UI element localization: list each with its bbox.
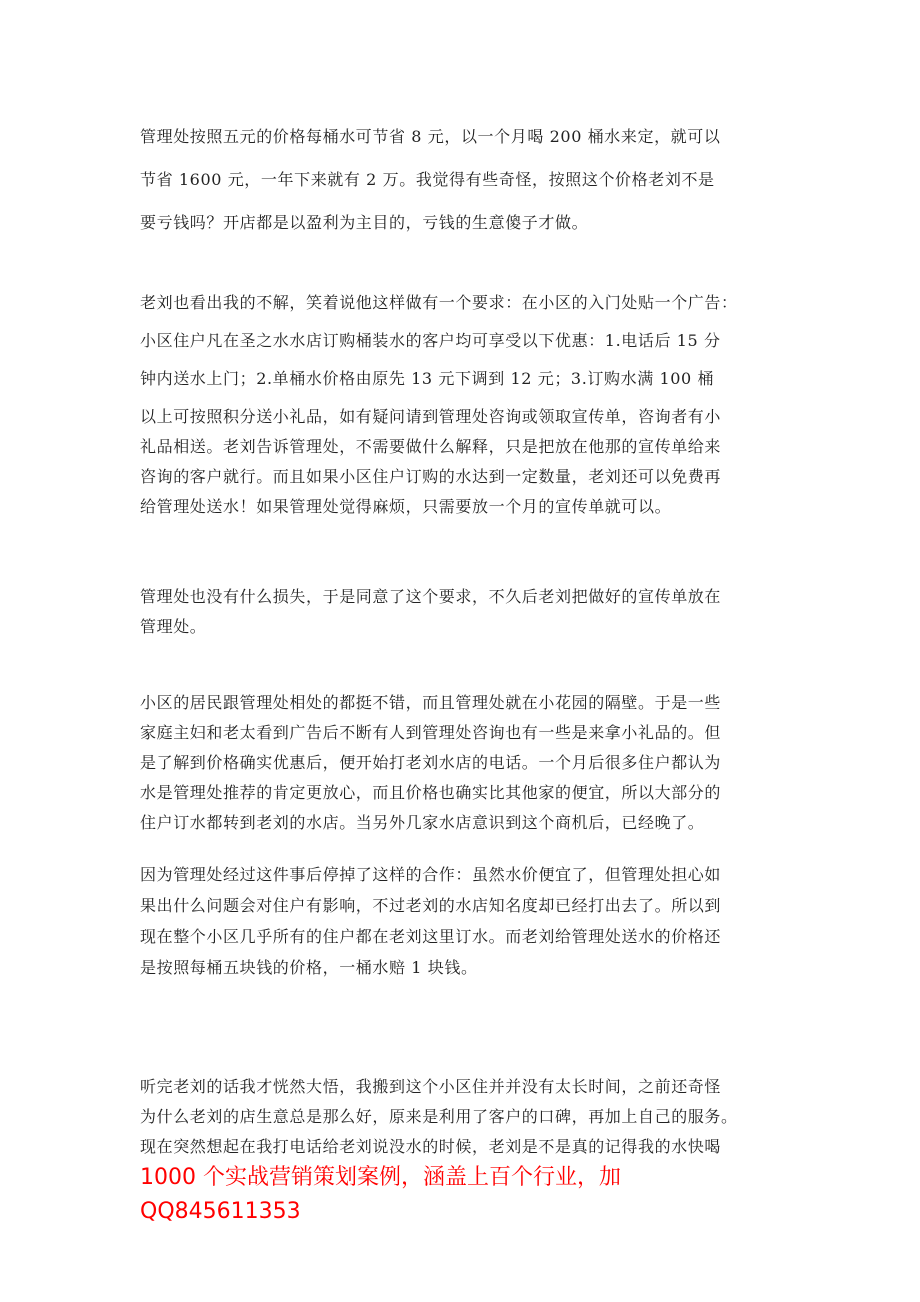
text-line: 因为管理处经过这件事后停掉了这样的合作：虽然水价便宜了，但管理处担心如 xyxy=(140,865,722,884)
text-line: 住户订水都转到老刘的水店。当另外几家水店意识到这个商机后，已经晚了。 xyxy=(140,813,705,832)
paragraph-5 xyxy=(140,862,782,986)
text-line: 现在整个小区几乎所有的住户都在老刘这里订水。而老刘给管理处送水的价格还 xyxy=(140,927,722,946)
text-line: 水是管理处推荐的肯定更放心，而且价格也确实比其他家的便宜，所以大部分的 xyxy=(140,783,722,802)
text-line: 现在突然想起在我打电话给老刘说没水的时候，老刘是不是真的记得我的水快喝 xyxy=(140,1137,722,1156)
text-line: 听完老刘的话我才恍然大悟，我搬到这个小区住并并没有太长时间，之前还奇怪 xyxy=(140,1077,722,1096)
paragraph-3 xyxy=(140,584,782,644)
promo-contact: QQ845611353 xyxy=(140,1199,301,1224)
text-line: 给管理处送水！如果管理处觉得麻烦，只需要放一个月的宣传单就可以。 xyxy=(140,497,672,516)
paragraph-6 xyxy=(140,1074,782,1164)
text-line: 管理处也没有什么损失，于是同意了这个要求，不久后老刘把做好的宣传单放在 xyxy=(140,587,722,606)
paragraph-1 xyxy=(140,124,782,253)
text-line: 家庭主妇和老太看到广告后不断有人到管理处咨询也有一些是来拿小礼品的。但 xyxy=(140,723,722,742)
text-line: 礼品相送。老刘告诉管理处，不需要做什么解释，只是把放在他那的宣传单给来 xyxy=(140,437,722,456)
text-line: 以上可按照积分送小礼品，如有疑问请到管理处咨询或领取宣传单，咨询者有小 xyxy=(140,407,722,426)
text-line: 小区的居民跟管理处相处的都挺不错，而且管理处就在小花园的隔壁。于是一些 xyxy=(140,693,722,712)
text-line: 为什么老刘的店生意总是那么好，原来是利用了客户的口碑，再加上自己的服务。 xyxy=(140,1107,738,1126)
text-line: 管理处按照五元的价格每桶水可节省 8 元，以一个月喝 200 桶水来定，就可以 xyxy=(140,127,721,146)
text-line: 管理处。 xyxy=(140,617,207,636)
text-line: 果出什么问题会对住户有影响，不过老刘的水店知名度却已经打出去了。所以到 xyxy=(140,896,722,915)
text-line: 要亏钱吗？开店都是以盈利为主目的，亏钱的生意傻子才做。 xyxy=(140,213,589,232)
promo-line: 1000 个实战营销策划案例，涵盖上百个行业，加 xyxy=(140,1165,621,1190)
promo-banner xyxy=(140,1162,840,1230)
paragraph-2 xyxy=(140,290,782,524)
text-line: 老刘也看出我的不解，笑着说他这样做有一个要求：在小区的入门处贴一个广告： xyxy=(140,293,738,312)
text-line: 是了解到价格确实优惠后，便开始打老刘水店的电话。一个月后很多住户都认为 xyxy=(140,753,722,772)
text-line: 是按照每桶五块钱的价格，一桶水赔 1 块钱。 xyxy=(140,958,478,977)
text-line: 钟内送水上门；2.单桶水价格由原先 13 元下调到 12 元；3.订购水满 100 桶 xyxy=(140,369,715,388)
paragraph-4 xyxy=(140,690,782,840)
text-line: 咨询的客户就行。而且如果小区住户订购的水达到一定数量，老刘还可以免费再 xyxy=(140,467,722,486)
text-line: 节省 1600 元，一年下来就有 2 万。我觉得有些奇怪，按照这个价格老刘不是 xyxy=(140,170,715,189)
text-line: 小区住户凡在圣之水水店订购桶装水的客户均可享受以下优惠：1.电话后 15 分 xyxy=(140,331,721,350)
